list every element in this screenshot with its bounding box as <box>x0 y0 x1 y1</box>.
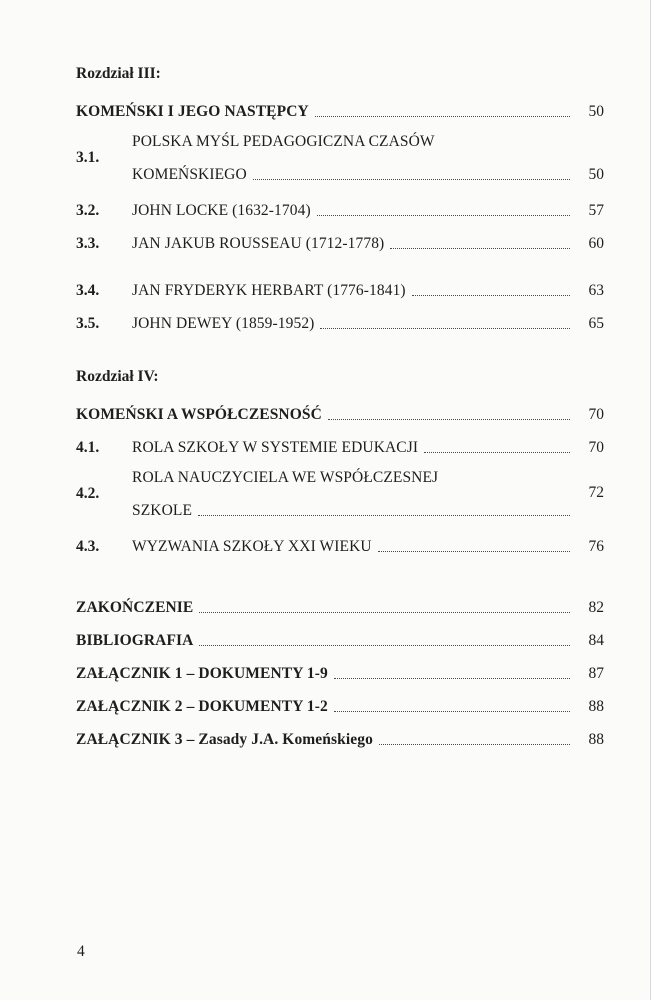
toc-entry-conclusion <box>76 588 604 621</box>
chapter-4-heading <box>76 395 604 428</box>
toc-entry-4-2 <box>76 461 604 527</box>
section-number: 3.5. <box>76 315 100 332</box>
toc-line <box>132 501 604 521</box>
toc-title: ROLA SZKOŁY W SYSTEMIE EDUKACJI <box>132 439 419 456</box>
toc-page-number: 70 <box>588 439 604 456</box>
toc-title: ZAŁĄCZNIK 2 – DOKUMENTY 1-2 <box>76 698 328 715</box>
toc-title: BIBLIOGRAFIA <box>76 632 194 649</box>
toc-page-number: 88 <box>588 698 604 715</box>
toc-page-number: 72 <box>588 484 604 501</box>
section-number: 3.2. <box>76 202 100 219</box>
dot-leader <box>328 419 570 420</box>
toc-title: KOMEŃSKI A WSPÓŁCZESNOŚĆ <box>76 406 322 423</box>
spacer <box>76 560 604 588</box>
dot-leader <box>315 116 570 117</box>
toc-title: WYZWANIA SZKOŁY XXI WIEKU <box>132 538 372 555</box>
toc-title-line-1: ROLA NAUCZYCIELA WE WSPÓŁCZESNEJ <box>132 468 439 486</box>
chapter-3-label: Rozdział III: <box>76 65 161 82</box>
toc-entry-appendix-2 <box>76 687 604 720</box>
toc-title-line-2: KOMEŃSKIEGO <box>132 165 247 183</box>
toc-title: JOHN LOCKE (1632-1704) <box>132 202 311 219</box>
toc-entry-appendix-1 <box>76 654 604 687</box>
dot-leader <box>412 295 570 296</box>
toc-line <box>132 468 604 488</box>
dot-leader <box>199 612 570 613</box>
section-number: 4.1. <box>76 439 100 456</box>
page-number: 4 <box>77 943 85 960</box>
dot-leader <box>199 645 570 646</box>
dot-leader <box>320 328 570 329</box>
toc-page-number: 63 <box>588 282 604 299</box>
toc-page-number: 57 <box>588 202 604 219</box>
dot-leader <box>334 678 570 679</box>
chapter-4-label: Rozdział IV: <box>76 368 159 385</box>
toc-entry-3-5 <box>76 304 604 337</box>
dot-leader <box>378 551 570 552</box>
toc-page-number: 76 <box>588 538 604 555</box>
toc-page-number: 50 <box>588 165 604 183</box>
dot-leader <box>198 515 570 516</box>
table-of-contents <box>76 62 604 753</box>
chapter-3-heading <box>76 92 604 125</box>
toc-entry-bibliography <box>76 621 604 654</box>
section-number: 3.4. <box>76 282 100 299</box>
toc-page-number: 70 <box>588 406 604 423</box>
toc-title: ZAKOŃCZENIE <box>76 599 194 616</box>
toc-title-line-2: SZKOLE <box>132 501 193 519</box>
toc-page-number: 88 <box>588 731 604 748</box>
toc-page-number: 84 <box>588 632 604 649</box>
toc-page-number: 50 <box>588 103 604 120</box>
toc-entry-3-1 <box>76 125 604 191</box>
toc-line <box>132 165 604 185</box>
toc-page-number: 87 <box>588 665 604 682</box>
toc-entry-body <box>132 468 604 521</box>
toc-page-number: 65 <box>588 315 604 332</box>
toc-title: JOHN DEWEY (1859-1952) <box>132 315 315 332</box>
toc-title: JAN JAKUB ROUSSEAU (1712-1778) <box>132 235 385 252</box>
section-number: 4.2. <box>76 485 100 502</box>
toc-title: KOMEŃSKI I JEGO NASTĘPCY <box>76 103 309 120</box>
dot-leader <box>424 452 570 453</box>
toc-entry-body <box>132 132 604 185</box>
toc-entry-3-3 <box>76 224 604 257</box>
toc-entry-4-1 <box>76 428 604 461</box>
dot-leader <box>317 215 570 216</box>
toc-entry-3-2 <box>76 191 604 224</box>
toc-title: JAN FRYDERYK HERBART (1776-1841) <box>132 282 406 299</box>
spacer <box>76 337 604 365</box>
toc-page-number: 82 <box>588 599 604 616</box>
toc-title: ZAŁĄCZNIK 3 – Zasady J.A. Komeńskiego <box>76 731 373 748</box>
toc-entry-appendix-3 <box>76 720 604 753</box>
section-number: 4.3. <box>76 538 100 555</box>
section-number: 3.3. <box>76 235 100 252</box>
toc-entry-4-3 <box>76 527 604 560</box>
toc-page-number: 60 <box>588 235 604 252</box>
section-number: 3.1. <box>76 149 100 166</box>
toc-line <box>132 132 604 152</box>
toc-title: ZAŁĄCZNIK 1 – DOKUMENTY 1-9 <box>76 665 328 682</box>
spacer <box>76 257 604 271</box>
dot-leader <box>253 179 570 180</box>
dot-leader <box>379 744 570 745</box>
toc-title-line-1: POLSKA MYŚL PEDAGOGICZNA CZASÓW <box>132 132 435 150</box>
dot-leader <box>390 248 570 249</box>
toc-entry-3-4 <box>76 271 604 304</box>
dot-leader <box>334 711 570 712</box>
